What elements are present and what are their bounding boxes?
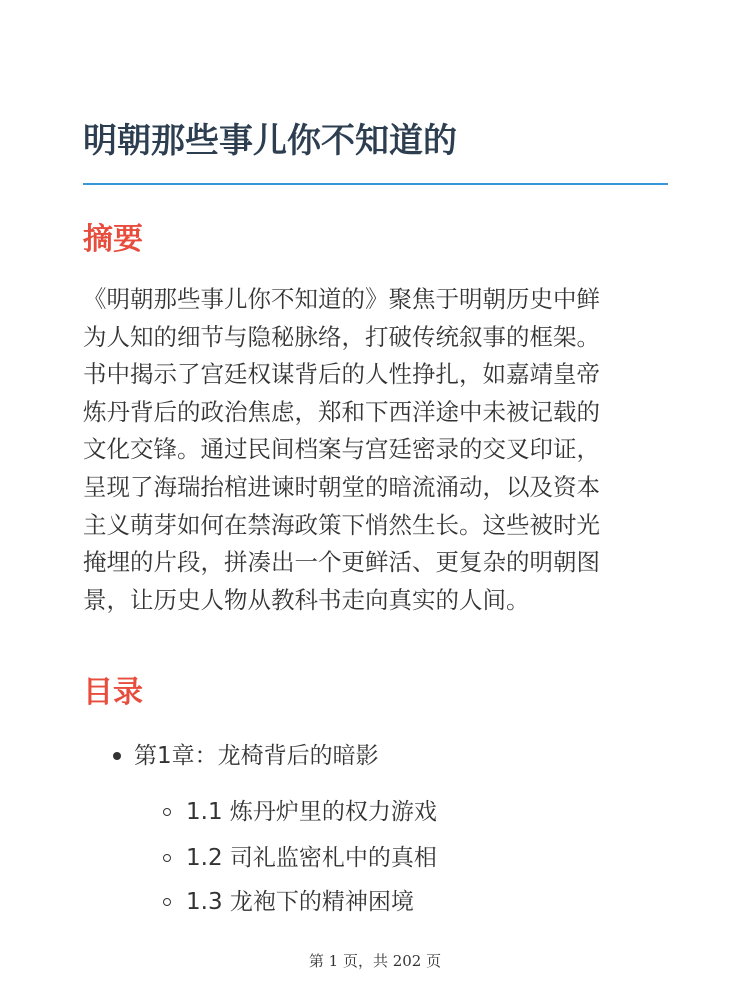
abstract-line: 掩埋的片段，拼凑出一个更鲜活、更复杂的明朝图 [83, 548, 600, 577]
document-title: 明朝那些事儿你不知道的 [83, 121, 457, 161]
toc-section-label: 1.2 司礼监密札中的真相 [186, 845, 437, 871]
abstract-line: 炼丹背后的政治焦虑，郑和下西洋途中未被记载的 [83, 397, 600, 426]
toc-section-item [163, 884, 414, 920]
abstract-heading: 摘要 [83, 222, 143, 257]
bullet-circle-icon [163, 808, 171, 816]
abstract-line: 景，让历史人物从教科书走向真实的人间。 [83, 585, 530, 614]
toc-section-item [163, 794, 437, 830]
toc-chapter-item [113, 738, 379, 774]
title-divider [83, 183, 668, 185]
abstract-paragraph [83, 281, 671, 619]
abstract-line: 书中揭示了宫廷权谋背后的人性挣扎，如嘉靖皇帝 [83, 360, 600, 389]
bullet-disc-icon [113, 752, 121, 760]
toc-chapter-label: 第1章：龙椅背后的暗影 [134, 743, 379, 769]
toc-section-item [163, 840, 437, 876]
page-number-footer: 第 1 页，共 202 页 [308, 952, 442, 970]
abstract-line: 呈现了海瑞抬棺进谏时朝堂的暗流涌动，以及资本 [83, 472, 600, 501]
toc-heading: 目录 [83, 675, 143, 710]
abstract-line: 主义萌芽如何在禁海政策下悄然生长。这些被时光 [83, 510, 600, 539]
bullet-circle-icon [163, 854, 171, 862]
toc-section-label: 1.3 龙袍下的精神困境 [186, 889, 414, 915]
bullet-circle-icon [163, 898, 171, 906]
toc-section-label: 1.1 炼丹炉里的权力游戏 [186, 799, 437, 825]
abstract-line: 为人知的细节与隐秘脉络，打破传统叙事的框架。 [83, 322, 600, 351]
abstract-line: 文化交锋。通过民间档案与宫廷密录的交叉印证， [83, 435, 600, 464]
abstract-line: 《明朝那些事儿你不知道的》聚焦于明朝历史中鲜 [83, 285, 600, 313]
